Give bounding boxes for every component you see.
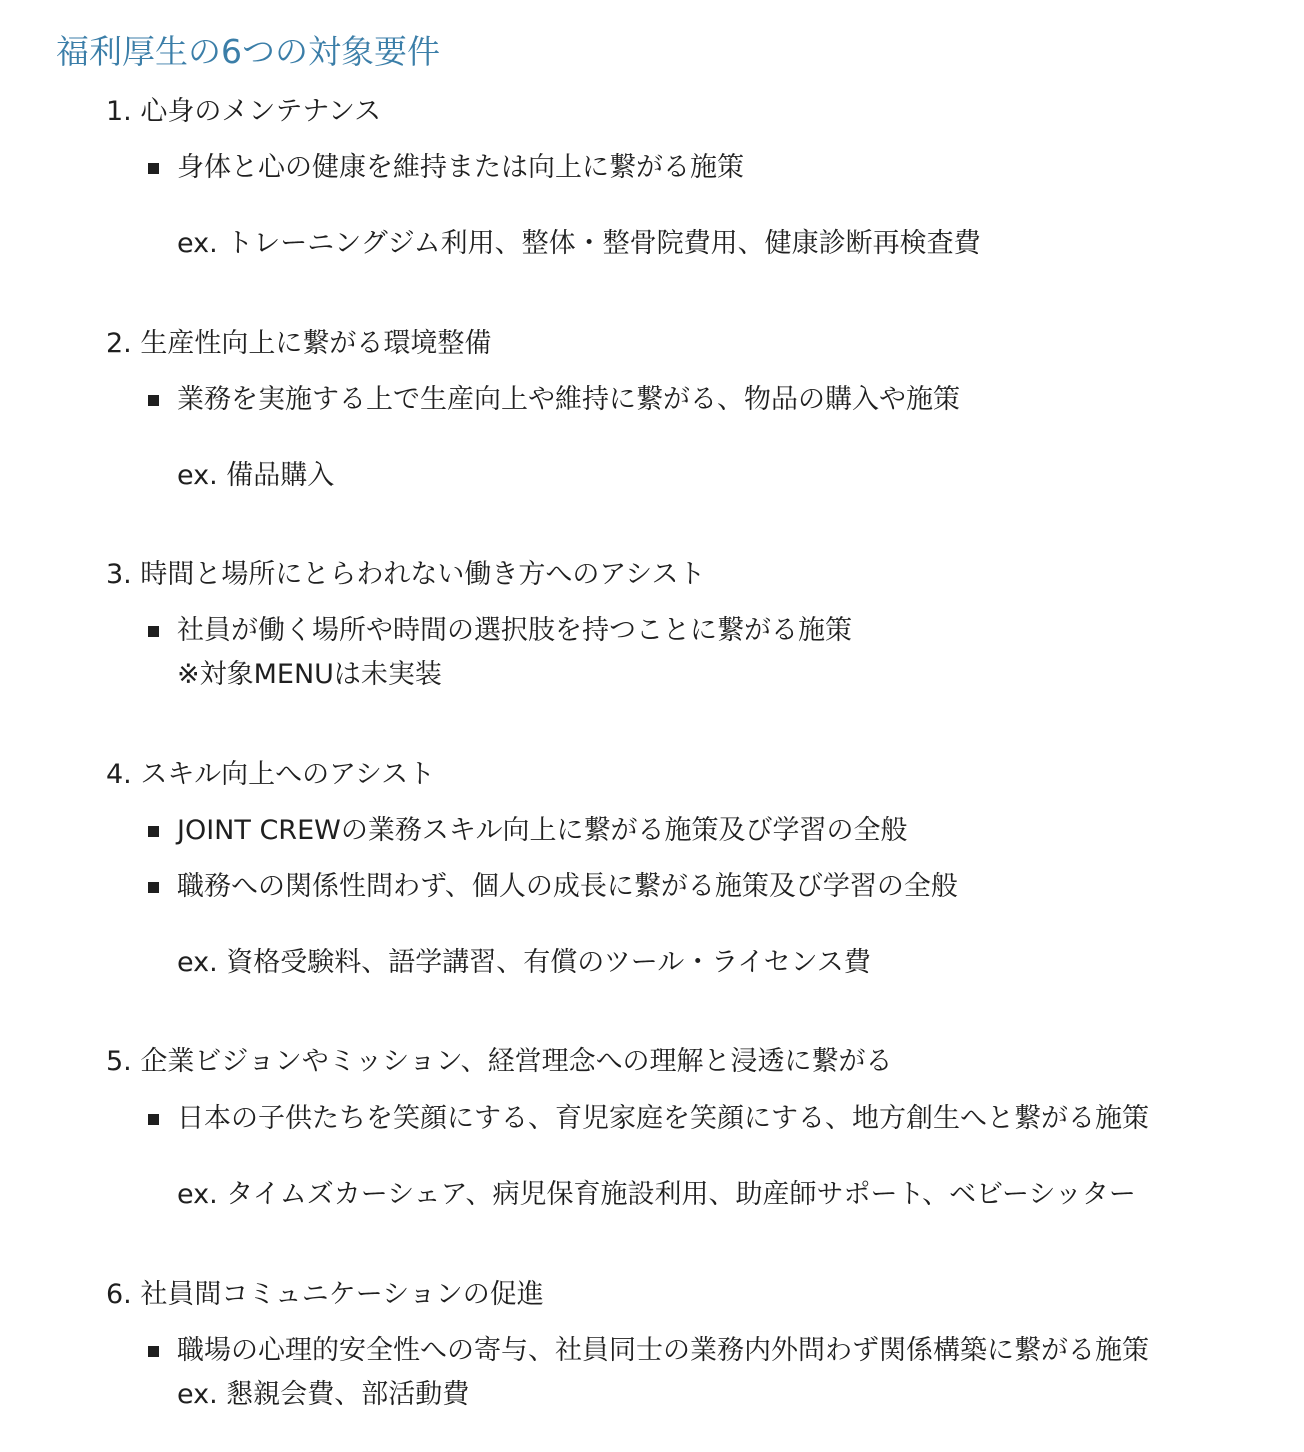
- square-bullet-icon: [148, 1346, 159, 1357]
- bullet-text: 職務への関係性問わず、個人の成長に繋がる施策及び学習の全般: [177, 871, 958, 902]
- bullet-text: JOINT CREWの業務スキル向上に繋がる施策及び学習の全般: [177, 815, 908, 846]
- example-text: ex. 資格受験料、語学講習、有償のツール・ライセンス費: [177, 947, 871, 978]
- section-heading: 3. 時間と場所にとらわれない働き方へのアシスト: [106, 559, 706, 590]
- section-heading: 5. 企業ビジョンやミッション、経営理念への理解と浸透に繋がる: [106, 1046, 893, 1077]
- example-text: ex. トレーニングジム利用、整体・整骨院費用、健康診断再検査費: [177, 228, 981, 259]
- bullet-text: 身体と心の健康を維持または向上に繋がる施策: [177, 152, 744, 183]
- section-heading: 2. 生産性向上に繋がる環境整備: [106, 328, 492, 359]
- section-heading: 1. 心身のメンテナンス: [106, 96, 382, 127]
- section-heading: 4. スキル向上へのアシスト: [106, 759, 436, 790]
- square-bullet-icon: [148, 163, 159, 174]
- bullet-text: 社員が働く場所や時間の選択肢を持つことに繋がる施策: [177, 615, 852, 646]
- note-text: ※対象MENUは未実装: [177, 659, 442, 690]
- section-heading: 6. 社員間コミュニケーションの促進: [106, 1279, 544, 1310]
- square-bullet-icon: [148, 826, 159, 837]
- square-bullet-icon: [148, 395, 159, 406]
- example-text: ex. 備品購入: [177, 460, 335, 491]
- example-text: ex. タイムズカーシェア、病児保育施設利用、助産師サポート、ベビーシッター: [177, 1179, 1136, 1210]
- square-bullet-icon: [148, 626, 159, 637]
- example-text: ex. 懇親会費、部活動費: [177, 1379, 470, 1410]
- bullet-text: 日本の子供たちを笑顔にする、育児家庭を笑顔にする、地方創生へと繋がる施策: [177, 1103, 1149, 1134]
- page-title: 福利厚生の6つの対象要件: [56, 32, 440, 71]
- bullet-text: 職場の心理的安全性への寄与、社員同士の業務内外問わず関係構築に繋がる施策: [177, 1335, 1149, 1366]
- bullet-text: 業務を実施する上で生産向上や維持に繋がる、物品の購入や施策: [177, 384, 960, 415]
- square-bullet-icon: [148, 882, 159, 893]
- square-bullet-icon: [148, 1114, 159, 1125]
